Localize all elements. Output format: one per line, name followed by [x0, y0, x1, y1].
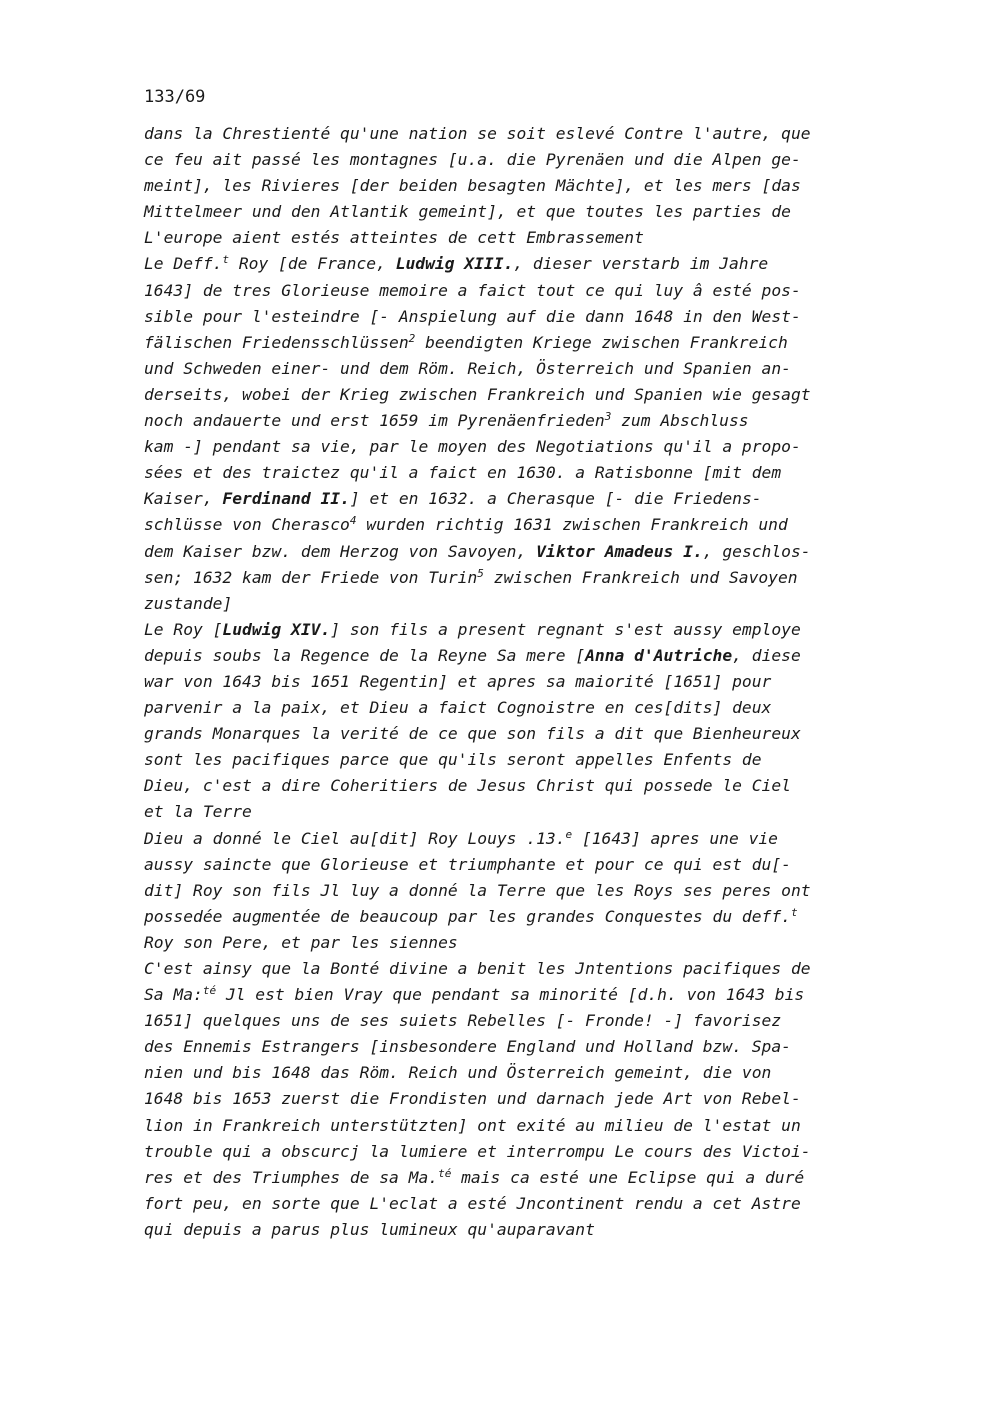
text-segment: Jl est bien Vray que pendant sa minorité [d.h. von 1643 bis — [216, 985, 805, 1005]
text-line — [144, 408, 914, 434]
text-segment: nien und bis 1648 das Röm. Reich und Österreich gemeint, die von — [144, 1063, 772, 1083]
text-segment: Dieu a donné le Ciel au[dit] Roy Louys .13. — [144, 828, 566, 848]
text-line — [144, 173, 914, 199]
text-line — [144, 147, 914, 173]
text-segment: , geschlos- — [702, 541, 811, 561]
text-segment: parvenir a la paix, et Dieu a faict Cognoistre en ces[dits] deux — [144, 698, 772, 718]
text-line — [144, 278, 914, 304]
text-line — [144, 956, 914, 982]
text-line — [144, 1217, 914, 1243]
text-line — [144, 1139, 914, 1165]
text-segment: sées et des traictez qu'il a faict en 1630. a Ratisbonne [mit dem — [144, 463, 782, 483]
text-line — [144, 747, 914, 773]
text-segment: mais ca esté une Eclipse qui a duré — [451, 1167, 805, 1187]
superscript: té — [438, 1166, 452, 1180]
text-segment: Le Roy [ — [144, 619, 223, 639]
text-line — [144, 591, 914, 617]
text-segment: beendigten Kriege zwischen Frankreich — [415, 332, 788, 352]
text-segment: wurden richtig 1631 zwischen Frankreich und — [356, 515, 788, 535]
superscript: 2 — [408, 331, 416, 345]
text-line — [144, 643, 914, 669]
text-line — [144, 930, 914, 956]
text-line — [144, 460, 914, 486]
text-segment: fort peu, en sorte que L'eclat a esté Jncontinent rendu a cet Astre — [144, 1193, 801, 1213]
text-segment: sible pour l'esteindre [- Anspielung auf die dann 1648 in den West- — [144, 306, 801, 326]
text-segment: possedée augmentée de beaucoup par les grandes Conquestes du deff. — [144, 906, 791, 926]
text-line — [144, 826, 914, 852]
text-segment: aussy saincte que Glorieuse et triumphante et pour ce qui est du[- — [144, 854, 791, 874]
text-line — [144, 512, 914, 538]
text-line — [144, 1086, 914, 1112]
text-segment: Dieu, c'est a dire Coheritiers de Jesus Christ qui possede le Ciel — [144, 776, 791, 796]
superscript: 5 — [477, 566, 484, 580]
superscript: e — [565, 827, 573, 841]
text-line — [144, 1113, 914, 1139]
text-segment: qui depuis a parus plus lumineux qu'auparavant — [144, 1219, 595, 1239]
text-segment: zustande] — [144, 593, 233, 613]
text-line — [144, 721, 914, 747]
text-line — [144, 1060, 914, 1086]
text-segment: zwischen Frankreich und Savoyen — [483, 567, 798, 587]
person-name: Anna d'Autriche — [585, 645, 733, 665]
body-text — [144, 121, 914, 1243]
text-segment: trouble qui a obscurcj la lumiere et interrompu Le cours des Victoi- — [144, 1141, 811, 1161]
text-segment: dem Kaiser bzw. dem Herzog von Savoyen, — [144, 541, 537, 561]
text-segment: zum Abschluss — [611, 411, 749, 431]
text-segment: L'europe aient estés atteintes de cett Embrassement — [144, 228, 644, 248]
superscript: t — [790, 905, 798, 919]
text-line — [144, 434, 914, 460]
text-line — [144, 1034, 914, 1060]
text-line — [144, 1008, 914, 1034]
text-segment: Sa Ma: — [144, 985, 203, 1005]
person-name: Ludwig XIII. — [395, 254, 514, 274]
text-line — [144, 773, 914, 799]
text-line — [144, 904, 914, 930]
text-segment: Mittelmeer und den Atlantik gemeint], et que toutes les parties de — [144, 202, 791, 222]
superscript: t — [222, 253, 230, 267]
text-segment: noch andauerte und erst 1659 im Pyrenäenfrieden — [144, 411, 605, 431]
text-segment: war von 1643 bis 1651 Regentin] et apres sa maiorité [1651] pour — [144, 671, 772, 691]
text-segment: kam -] pendant sa vie, par le moyen des Negotiations qu'il a propo- — [144, 437, 801, 457]
text-segment: ] et en 1632. a Cherasque [- die Friedens- — [349, 489, 762, 509]
text-line — [144, 121, 914, 147]
person-name: Viktor Amadeus I. — [536, 541, 703, 561]
text-segment: schlüsse von Cherasco — [144, 515, 350, 535]
text-segment: ce feu ait passé les montagnes [u.a. die Pyrenäen und die Alpen ge- — [144, 150, 801, 170]
superscript: 3 — [604, 410, 612, 424]
text-segment: Le Deff. — [144, 254, 223, 274]
text-segment: Roy [de France, — [229, 254, 396, 274]
text-segment: dans la Chrestienté qu'une nation se soit eslevé Contre l'autre, que — [144, 124, 811, 143]
text-line — [144, 486, 914, 512]
text-segment: , diese — [732, 645, 801, 665]
text-line — [144, 1165, 914, 1191]
text-line — [144, 330, 914, 356]
text-segment: grands Monarques la verité de ce que son fils a dit que Bienheureux — [144, 724, 801, 744]
text-segment: 1651] quelques uns de ses suiets Rebelles [- Fronde! -] favorisez — [144, 1011, 782, 1031]
text-line — [144, 539, 914, 565]
text-segment: des Ennemis Estrangers [insbesondere England und Holland bzw. Spa- — [144, 1037, 791, 1057]
text-segment: res et des Triumphes de sa Ma. — [144, 1167, 439, 1187]
text-line — [144, 565, 914, 591]
text-line — [144, 382, 914, 408]
text-line — [144, 695, 914, 721]
text-segment: fälischen Friedensschlüssen — [144, 332, 409, 352]
text-segment: derseits, wobei der Krieg zwischen Frankreich und Spanien wie gesagt — [144, 384, 811, 404]
text-segment: depuis soubs la Regence de la Reyne Sa mere [ — [144, 645, 586, 665]
text-segment: et la Terre — [144, 802, 252, 822]
text-segment: ] son fils a present regnant s'est aussy employe — [330, 619, 801, 639]
text-segment: 1648 bis 1653 zuerst die Frondisten und darnach jede Art von Rebel- — [144, 1089, 801, 1109]
text-line — [144, 251, 914, 277]
text-segment: , dieser verstarb im Jahre — [513, 254, 769, 274]
text-segment: Roy son Pere, et par les siennes — [144, 932, 458, 952]
superscript: té — [202, 984, 217, 998]
text-segment: meint], les Rivieres [der beiden besagten Mächte], et les mers [das — [144, 176, 801, 196]
text-line — [144, 982, 914, 1008]
text-line — [144, 852, 914, 878]
person-name: Ludwig XIV. — [222, 619, 331, 639]
text-segment: 1643] de tres Glorieuse memoire a faict tout ce qui luy â esté pos- — [144, 280, 801, 300]
text-line — [144, 1191, 914, 1217]
text-line — [144, 199, 914, 225]
text-line — [144, 669, 914, 695]
text-segment: lion in Frankreich unterstützten] ont exité au milieu de l'estat un — [144, 1115, 801, 1135]
person-name: Ferdinand II. — [222, 489, 350, 509]
superscript: 4 — [349, 514, 357, 528]
text-segment: dit] Roy son fils Jl luy a donné la Terre que les Roys ses peres ont — [144, 880, 811, 900]
text-segment: [1643] apres une vie — [572, 828, 778, 848]
text-segment: Kaiser, — [144, 489, 223, 509]
text-line — [144, 304, 914, 330]
text-line — [144, 356, 914, 382]
text-segment: sen; 1632 kam der Friede von Turin — [144, 567, 478, 587]
text-line — [144, 225, 914, 251]
text-line — [144, 799, 914, 825]
text-line — [144, 617, 914, 643]
text-segment: sont les pacifiques parce que qu'ils seront appelles Enfents de — [144, 750, 762, 770]
text-segment: C'est ainsy que la Bonté divine a benit les Jntentions pacifiques de — [144, 959, 811, 978]
page-number: 133/69 — [144, 87, 206, 107]
text-line — [144, 878, 914, 904]
text-segment: und Schweden einer- und dem Röm. Reich, Österreich und Spanien an- — [144, 358, 791, 378]
